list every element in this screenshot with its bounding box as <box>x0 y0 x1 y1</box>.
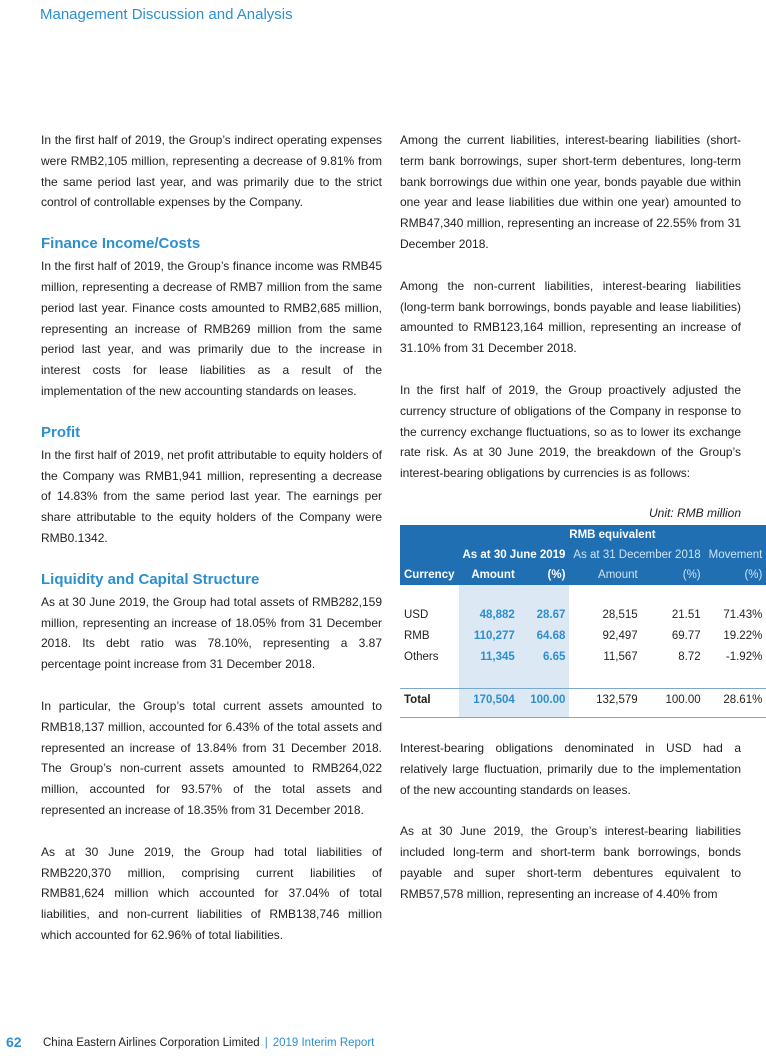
current-assets-paragraph: In particular, the Group’s total current assets amounted to RMB18,137 million, accounted for 6.43% of the total assets and represented an increase of 13.84% from 31 December 2018. The Group’s non-current assets amounted to RMB264,022 million, accounted for 93.57% of the total assets and represented an increase of 18.35% from 31 December 2018. <box>41 698 382 817</box>
table-header-row-period <box>400 545 766 565</box>
company-name: China Eastern Airlines Corporation Limited <box>43 1037 260 1049</box>
page-header-title: Management Discussion and Analysis <box>40 6 293 23</box>
rmb-equivalent-header: RMB equivalent <box>569 528 656 541</box>
noncurrent-liabilities-paragraph: Among the non-current liabilities, interest-bearing liabilities (long-term bank borrowings, bonds payable and lease liabilities) amounted to RMB123,164 million, representing an increase of 31.10% from 31 December 2018. <box>400 278 741 356</box>
pct-prior-cell: 8.72 <box>678 651 701 664</box>
currency-breakdown-table <box>400 525 766 718</box>
amount-prior-cell: 92,497 <box>602 630 638 643</box>
bank-borrowings-paragraph: As at 30 June 2019, the Group’s interest-bearing liabilities included long-term and short-term bank borrowings, bonds payable and super short-term debentures equivalent to RMB57,578 million, representing an increase of 4.40% from <box>400 824 741 901</box>
total-assets-paragraph: As at 30 June 2019, the Group had total assets of RMB282,159 million, representing an increase of 18.05% from 31 December 2018. Its debt ratio was 78.10%, representing a 3.87 percentage point increase from 31 December 2018. <box>41 594 382 672</box>
currency-structure-paragraph: In the first half of 2019, the Group proactively adjusted the currency structure of obligations of the Company in response to the currency exchange fluctuations, so as to lower its exchange rate risk. As at 30 June 2019, the breakdown of the Group’s interest-bearing obligations by currencies is as follows: <box>400 382 741 481</box>
table-row <box>400 626 766 647</box>
table-total-row <box>400 688 766 711</box>
amount-current-column-header: Amount <box>471 568 515 581</box>
movement-cell: -1.92% <box>725 651 763 664</box>
pct-current-cell: 28.67 <box>519 605 570 626</box>
currency-cell: RMB <box>404 630 430 643</box>
liquidity-heading: Liquidity and Capital Structure <box>41 570 260 588</box>
report-name: 2019 Interim Report <box>272 1037 375 1049</box>
usd-fluctuation-paragraph: Interest-bearing obligations denominated in USD had a relatively large fluctuation, primarily due to the implementation of the new accounting standards on leases. <box>400 740 741 797</box>
movement-cell: 19.22% <box>723 630 763 643</box>
finance-income-heading: Finance Income/Costs <box>41 235 201 253</box>
total-movement-cell: 28.61% <box>705 688 766 711</box>
table-header-row-columns <box>400 565 766 585</box>
footer-separator: | <box>264 1037 268 1049</box>
total-pct-current-cell: 100.00 <box>519 688 570 711</box>
indirect-expenses-paragraph: In the first half of 2019, the Group’s indirect operating expenses were RMB2,105 million, representing a decrease of 9.81% from the same period last year, and was primarily due to the strict control of controllable expenses by the Company. <box>41 133 382 210</box>
currency-cell: USD <box>404 609 429 622</box>
amount-prior-cell: 28,515 <box>602 609 638 622</box>
movement-cell: 71.43% <box>723 609 763 622</box>
pct-prior-column-header: (%) <box>682 568 701 581</box>
pct-current-cell: 64.68 <box>519 626 570 647</box>
pct-current-column-header: (%) <box>547 568 566 581</box>
pct-current-cell: 6.65 <box>519 647 570 668</box>
profit-heading: Profit <box>41 423 81 441</box>
footer-text <box>43 1037 374 1049</box>
amount-prior-column-header: Amount <box>598 568 638 581</box>
period-prior-header: As at 31 December 2018 <box>573 548 701 561</box>
left-column <box>41 130 382 946</box>
page-footer <box>0 1034 400 1054</box>
pct-prior-cell: 21.51 <box>671 609 701 622</box>
movement-header: Movement <box>708 548 763 561</box>
amount-prior-cell: 11,567 <box>603 651 638 664</box>
total-liabilities-paragraph: As at 30 June 2019, the Group had total liabilities of RMB220,370 million, comprising current liabilities of RMB81,624 million which accounted for 37.04% of total liabilities, and non-current liabilities of RMB138,746 million which accounted for 62.96% of total liabilities. <box>41 844 382 942</box>
table-header-row-group <box>400 525 766 545</box>
table-row <box>400 605 766 626</box>
total-amount-prior-cell: 132,579 <box>569 688 641 711</box>
currency-column-header: Currency <box>404 568 455 581</box>
amount-current-cell: 110,277 <box>459 626 519 647</box>
total-pct-prior-cell: 100.00 <box>642 688 705 711</box>
table-unit-label: Unit: RMB million <box>648 505 741 520</box>
table-row <box>400 647 766 668</box>
current-liabilities-paragraph: Among the current liabilities, interest-bearing liabilities (short-term bank borrowings, super short-term debentures, long-term bank borrowings due within one year, bonds payable due within one year and lease liabilities due within one year) amounted to RMB47,340 million, representing an increase of 22.55% from 31 December 2018. <box>400 133 741 251</box>
right-column <box>400 130 763 905</box>
profit-paragraph: In the first half of 2019, net profit attributable to equity holders of the Company was RMB1,941 million, representing a decrease of 14.83% from the same period last year. The earnings per share attributable to the equity holders of the Company were RMB0.1342. <box>41 447 382 545</box>
finance-income-paragraph: In the first half of 2019, the Group’s finance income was RMB45 million, representing a decrease of RMB7 million from the same period last year. Finance costs amounted to RMB2,685 million, representing an increase of RMB269 million from the same period last year, and was primarily due to the increase in interest costs for lease liabilities as a result of the implementation of the new accounting standards on leases. <box>41 259 382 398</box>
total-label-cell: Total <box>400 688 459 711</box>
pct-prior-cell: 69.77 <box>671 630 701 643</box>
amount-current-cell: 11,345 <box>459 647 519 668</box>
period-current-header: As at 30 June 2019 <box>462 548 566 561</box>
amount-current-cell: 48,882 <box>459 605 519 626</box>
currency-cell: Others <box>404 651 439 664</box>
movement-pct-column-header: (%) <box>744 568 763 581</box>
page-number: 62 <box>6 1034 22 1050</box>
total-amount-current-cell: 170,504 <box>459 688 519 711</box>
